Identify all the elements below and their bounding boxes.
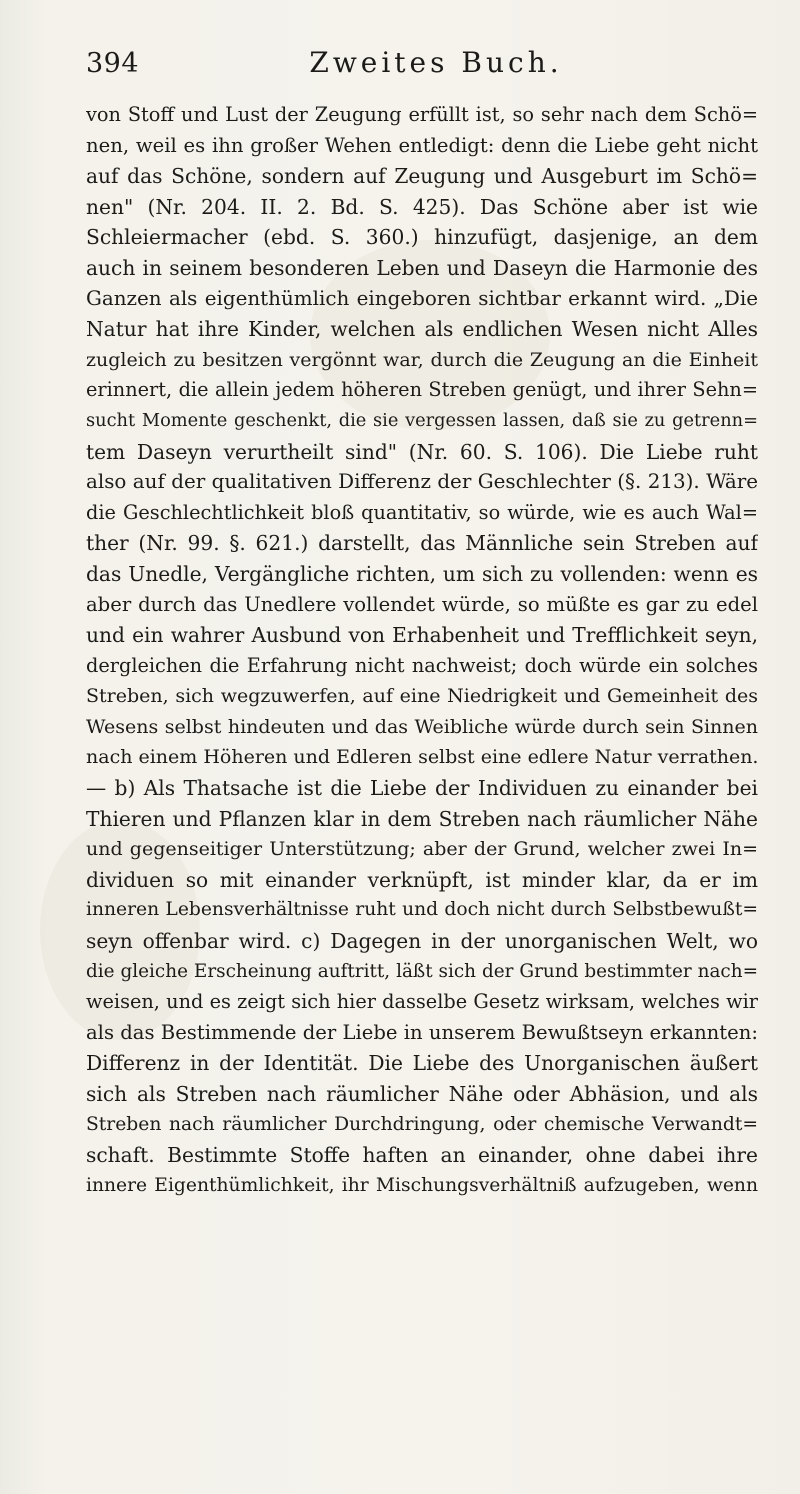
text-line: von Stoff und Lust der Zeugung erfüllt ist, so sehr nach dem Schö= [86, 103, 758, 126]
text-line: und ein wahrer Ausbund von Erhabenheit und Trefflichkeit seyn, [86, 623, 758, 648]
text-line: Thieren und Pflanzen klar in dem Streben nach räumlicher Nähe [86, 806, 758, 831]
text-line: auf das Schöne, sondern auf Zeugung und Ausgeburt im Schö= [86, 164, 758, 189]
text-line: schaft. Bestimmte Stoffe haften an einander, ohne dabei ihre [86, 1143, 758, 1168]
page-header [86, 44, 758, 84]
text-line: seyn offenbar wird. c) Dagegen in der unorganischen Welt, wo [86, 929, 758, 954]
text-line: weisen, und es zeigt sich hier dasselbe Gesetz wirksam, welches wir [86, 990, 758, 1014]
text-line: innere Eigenthümlichkeit, ihr Mischungsverhältniß aufzugeben, wenn [86, 1174, 758, 1196]
text-line: erinnert, die allein jedem höheren Streben genügt, und ihrer Sehn= [86, 378, 758, 402]
text-line: dergleichen die Erfahrung nicht nachweist; doch würde ein solches [86, 653, 758, 677]
text-line: Streben nach räumlicher Durchdringung, oder chemische Verwandt= [86, 1113, 758, 1135]
page-number: 394 [86, 48, 140, 79]
text-line: sich als Streben nach räumlicher Nähe oder Abhäsion, und als [86, 1082, 758, 1106]
running-head: Zweites Buch. [309, 46, 563, 79]
text-line: ther (Nr. 99. §. 621.) darstellt, das Männliche sein Streben auf [86, 531, 758, 556]
text-line: Natur hat ihre Kinder, welchen als endlichen Wesen nicht Alles [86, 317, 758, 342]
text-line: zugleich zu besitzen vergönnt war, durch die Zeugung an die Einheit [86, 348, 758, 371]
text-line: die Geschlechtlichkeit bloß quantitativ, so würde, wie es auch Wal= [86, 500, 758, 524]
text-line: sucht Momente geschenkt, die sie vergessen lassen, daß sie zu getrenn= [86, 409, 758, 431]
text-line: inneren Lebensverhältnisse ruht und doch nicht durch Selbstbewußt= [86, 899, 758, 921]
text-line: auch in seinem besonderen Leben und Daseyn die Harmonie des [86, 255, 758, 280]
text-line: nach einem Höheren und Edleren selbst eine edlere Natur verrathen. [86, 746, 758, 769]
text-line: Differenz in der Identität. Die Liebe des Unorganischen äußert [86, 1051, 758, 1076]
body-text [86, 100, 758, 1201]
text-line: dividuen so mit einander verknüpft, ist minder klar, da er im [86, 867, 758, 892]
text-line: Streben, sich wegzuwerfen, auf eine Niedrigkeit und Gemeinheit des [86, 685, 758, 708]
text-line: also auf der qualitativen Differenz der Geschlechter (§. 213). Wäre [86, 470, 758, 494]
text-line: Ganzen als eigenthümlich eingeboren sichtbar erkannt wird. „Die [86, 286, 758, 310]
text-line: und gegenseitiger Unterstützung; aber der Grund, welcher zwei In= [86, 838, 758, 861]
text-line: die gleiche Erscheinung auftritt, läßt sich der Grund bestimmter nach= [86, 960, 758, 982]
text-line: das Unedle, Vergängliche richten, um sich zu vollenden: wenn es [86, 561, 758, 586]
text-line: Schleiermacher (ebd. S. 360.) hinzufügt, dasjenige, an dem [86, 225, 758, 250]
text-line: tem Daseyn verurtheilt sind" (Nr. 60. S. 106). Die Liebe ruht [86, 439, 758, 464]
text-line: als das Bestimmende der Liebe in unserem Bewußtseyn erkannten: [86, 1020, 758, 1044]
text-line: nen, weil es ihn großer Wehen entledigt: denn die Liebe geht nicht [86, 133, 758, 157]
text-line: nen" (Nr. 204. II. 2. Bd. S. 425). Das Schöne aber ist wie [86, 194, 758, 219]
text-line: Wesens selbst hindeuten und das Weibliche würde durch sein Sinnen [86, 715, 758, 738]
text-line: aber durch das Unedlere vollendet würde, so müßte es gar zu edel [86, 592, 758, 616]
text-line: — b) Als Thatsache ist die Liebe der Individuen zu einander bei [86, 776, 758, 801]
